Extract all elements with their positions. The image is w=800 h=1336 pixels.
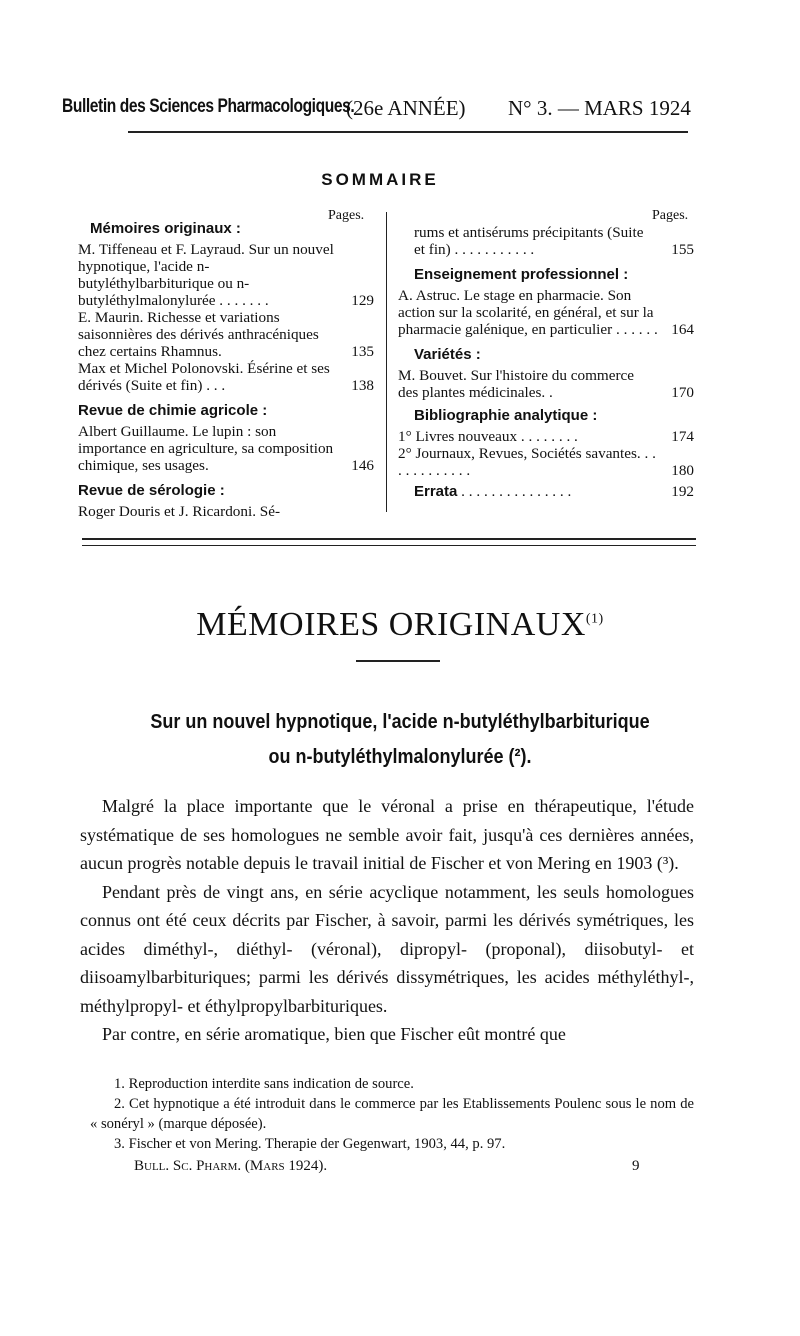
toc-entry-errata[interactable] [398, 483, 694, 500]
toc-entry-text: Roger Douris et J. Ricardoni. Sé- [78, 503, 281, 520]
article-title [40, 705, 760, 775]
toc-entry-text: 1° Livres nouveaux . . . . . . . . [398, 428, 578, 445]
section-title [0, 606, 800, 644]
toc-left-column [78, 216, 374, 520]
toc-entry-text: 2° Journaux, Revues, Sociétés savantes. . . . . . . . . . . . . [398, 445, 656, 479]
toc-entry-text: M. Tiffeneau et F. Layraud. Sur un nouvel hypnotique, l'acide n-butyléthylbarbiturique ou n-butyléthylmalonylurée . . . . . . . [78, 241, 334, 309]
sommaire-title: SOMMAIRE [321, 170, 439, 189]
column-divider [386, 212, 387, 512]
toc-entry[interactable] [78, 423, 374, 474]
toc-entry[interactable] [398, 445, 694, 479]
toc-section-errata: Errata [414, 483, 458, 500]
paragraph-3: Par contre, en série aromatique, bien que Fischer eût montré que [102, 1024, 566, 1044]
pages-label-left: Pages. [328, 208, 365, 223]
toc-entry-text: E. Maurin. Richesse et variations saisonnières des dérivés anthracéniques chez certains Rhamnus. [78, 309, 319, 360]
toc-right-column [398, 224, 694, 500]
journal-title: Bulletin des Sciences Pharmacologiques. [62, 96, 355, 117]
toc-page-number: 192 [671, 483, 694, 500]
toc-entry[interactable] [78, 241, 374, 309]
toc-entry-text: Max et Michel Polonovski. Ésérine et ses dérivés (Suite et fin) . . . [78, 360, 330, 394]
toc-page-number: 135 [351, 343, 374, 360]
toc-entry[interactable] [398, 224, 694, 258]
article-title-line2: ou n-butyléthylmalonylurée (²). [268, 746, 532, 768]
paragraph-1: Malgré la place importante que le véronal a prise en thérapeutique, l'étude systématique de ses homologues ne semble avoir fait, jusqu'à ces dernières années, aucun progrès notable depuis le travail initial de Fischer et von Mering en 1903 (³). [80, 796, 694, 873]
toc-page-number: 174 [671, 428, 694, 445]
footnotes [90, 1074, 694, 1154]
section-title-rule [356, 660, 440, 662]
article-body [80, 792, 694, 1049]
toc-page-number: 146 [351, 457, 374, 474]
issue-label: N° 3. — MARS 1924 [508, 96, 691, 120]
toc-entry[interactable] [78, 309, 374, 360]
toc-section-chimie: Revue de chimie agricole : [78, 402, 268, 419]
toc-page-number: 164 [671, 321, 694, 338]
toc-entry[interactable] [78, 360, 374, 394]
toc-section-bibliographie: Bibliographie analytique : [414, 407, 598, 424]
article-title-line1: Sur un nouvel hypnotique, l'acide n-butyléthylbarbiturique [150, 711, 650, 733]
footnote-1: 1. Reproduction interdite sans indication de source. [114, 1076, 414, 1092]
toc-entry-text: Albert Guillaume. Le lupin : son importance en agriculture, sa composition chimique, ses usages. [78, 423, 334, 474]
paragraph-2: Pendant près de vingt ans, en série acyclique notamment, les seuls homologues connus ont été ceux décrits par Fischer, à savoir, parmi les dérivés symétriques, les acides diméthyl-, diéthyl- (véronal), dipropyl- (proponal), diisobutyl- et diisoamylbarbituriques; parmi les dérivés dissymétriques, les acides méthyléthyl-, méthylpropyl- et éthylpropylbarbituriques. [80, 881, 694, 1016]
header-rule [128, 131, 688, 133]
page-number: 9 [632, 1158, 640, 1174]
sommaire-rule-bottom [82, 545, 696, 546]
toc-section-varietes: Variétés : [414, 346, 481, 363]
footnote-2: 2. Cet hypnotique a été introduit dans le commerce par les Etablissements Poulenc sous le nom de « sonéryl » (marque déposée). [90, 1096, 694, 1132]
year-label: (26e ANNÉE) [346, 96, 466, 120]
toc-entry-text: M. Bouvet. Sur l'histoire du commerce des plantes médicinales. . [398, 367, 634, 401]
toc-section-enseignement: Enseignement professionnel : [414, 266, 629, 283]
footnote-3: 3. Fischer et von Mering. Therapie der Gegenwart, 1903, 44, p. 97. [114, 1136, 506, 1152]
toc-page-number: 170 [671, 384, 694, 401]
toc-entry[interactable] [398, 428, 694, 445]
footer-citation: Bull. Sc. Pharm. (Mars 1924). [134, 1158, 328, 1174]
toc-page-number: 155 [671, 241, 694, 258]
toc-entry-text: A. Astruc. Le stage en pharmacie. Son action sur la scolarité, en général, et sur la pharmacie galénique, en particulier . . . . . . [398, 287, 658, 338]
section-title-note: (1) [585, 611, 604, 627]
section-title-text: MÉMOIRES ORIGINAUX [196, 606, 586, 643]
toc-section-serologie: Revue de sérologie : [78, 482, 225, 499]
toc-entry[interactable] [398, 367, 694, 401]
toc-entry-text: rums et antisérums précipitants (Suite et fin) . . . . . . . . . . . [414, 224, 644, 258]
toc-section-memoires: Mémoires originaux : [90, 220, 241, 237]
toc-page-number: 129 [351, 292, 374, 309]
pages-label-right: Pages. [652, 208, 689, 223]
toc-page-number: 138 [351, 377, 374, 394]
sommaire-rule-top [82, 538, 696, 540]
toc-entry-text: . . . . . . . . . . . . . . . [461, 483, 572, 500]
toc-page-number: 180 [671, 462, 694, 479]
toc-entry[interactable] [78, 503, 374, 520]
toc-entry[interactable] [398, 287, 694, 338]
